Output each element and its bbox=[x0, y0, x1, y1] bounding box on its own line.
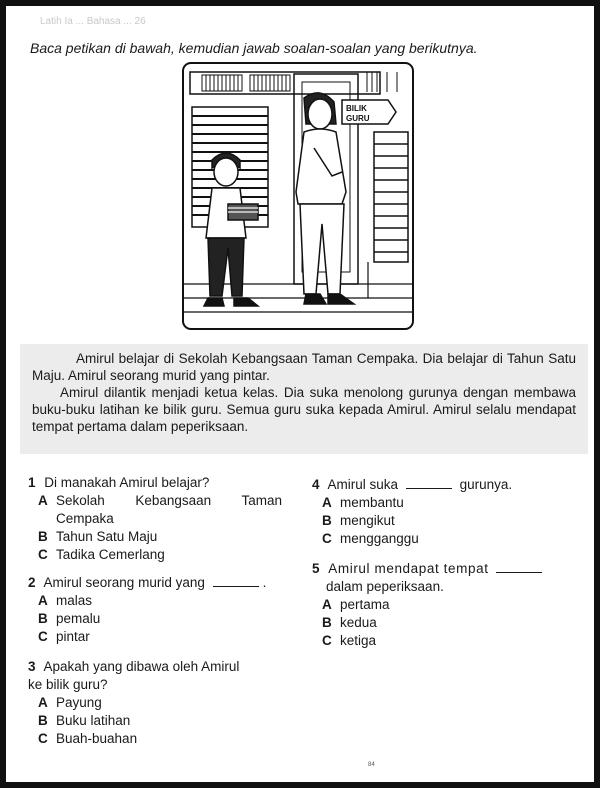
question-number: 5 bbox=[312, 561, 320, 576]
option-text-line2: Cempaka bbox=[56, 511, 114, 526]
option-letter: C bbox=[322, 531, 332, 546]
question-text-end: . bbox=[262, 575, 267, 590]
option-text: mengikut bbox=[340, 513, 395, 528]
passage-paragraph-2: Amirul dilantik menjadi ketua kelas. Dia suka menolong gurunya dengan membawa buku-buku latihan ke bilik guru. Semua guru suka kepada Amirul. Amirul selalu mendapat tempat pertama dalam peperiksaan. bbox=[32, 385, 576, 434]
option-c[interactable] bbox=[312, 632, 588, 650]
option-a[interactable] bbox=[312, 596, 588, 614]
reading-passage bbox=[20, 344, 588, 454]
option-text: pemalu bbox=[56, 611, 101, 626]
option-b[interactable] bbox=[28, 712, 298, 730]
option-text-line1: Sekolah Kebangsaan Taman bbox=[56, 493, 282, 508]
illustration-boy-and-teacher bbox=[182, 62, 414, 330]
option-text: Tadika Cemerlang bbox=[56, 547, 165, 562]
question-text-line1: Amirul mendapat tempat bbox=[328, 561, 489, 576]
faded-header: Latih Ia ... Bahasa ... 26 bbox=[40, 16, 146, 27]
sign-text-guru: GURU bbox=[346, 114, 370, 123]
option-c[interactable] bbox=[28, 546, 298, 564]
option-letter: B bbox=[38, 611, 48, 626]
option-text: Tahun Satu Maju bbox=[56, 529, 158, 544]
option-letter: B bbox=[38, 529, 48, 544]
option-a[interactable] bbox=[28, 694, 298, 712]
question-number: 3 bbox=[28, 659, 36, 674]
sign-text-bilik: BILIK bbox=[346, 104, 367, 113]
option-c[interactable] bbox=[312, 530, 582, 548]
answer-blank[interactable] bbox=[496, 561, 542, 573]
option-letter: A bbox=[322, 597, 332, 612]
passage-paragraph-1: Amirul belajar di Sekolah Kebangsaan Taman Cempaka. Dia belajar di Tahun Satu Maju. Amirul seorang murid yang pintar. bbox=[32, 351, 576, 383]
option-b[interactable] bbox=[28, 610, 298, 628]
option-text: pertama bbox=[340, 597, 390, 612]
question-number: 1 bbox=[28, 475, 36, 490]
instruction-text: Baca petikan di bawah, kemudian jawab soalan-soalan yang berikutnya. bbox=[30, 40, 478, 56]
question-number: 4 bbox=[312, 477, 320, 492]
option-text: mengganggu bbox=[340, 531, 419, 546]
option-letter: B bbox=[322, 615, 332, 630]
option-b[interactable] bbox=[312, 512, 582, 530]
option-text: Payung bbox=[56, 695, 102, 710]
option-text: pintar bbox=[56, 629, 90, 644]
page-number: 84 bbox=[368, 762, 375, 768]
option-letter: A bbox=[38, 695, 48, 710]
option-letter: A bbox=[38, 493, 48, 508]
question-4 bbox=[312, 476, 582, 548]
question-3 bbox=[28, 658, 298, 748]
question-2 bbox=[28, 574, 298, 646]
question-text: Amirul seorang murid yang bbox=[43, 575, 205, 590]
option-b[interactable] bbox=[28, 528, 298, 546]
option-letter: C bbox=[38, 731, 48, 746]
option-letter: A bbox=[38, 593, 48, 608]
option-text: kedua bbox=[340, 615, 377, 630]
option-letter: B bbox=[38, 713, 48, 728]
option-b[interactable] bbox=[312, 614, 588, 632]
option-letter: A bbox=[322, 495, 332, 510]
question-5 bbox=[312, 560, 588, 650]
option-text: Buku latihan bbox=[56, 713, 131, 728]
option-a[interactable] bbox=[312, 494, 582, 512]
question-text-end: gurunya. bbox=[459, 477, 513, 492]
option-text: Buah-buahan bbox=[56, 731, 138, 746]
question-text-line2: ke bilik guru? bbox=[28, 677, 108, 692]
option-text: membantu bbox=[340, 495, 404, 510]
question-number: 2 bbox=[28, 575, 36, 590]
option-c[interactable] bbox=[28, 730, 298, 748]
question-text-line2: dalam peperiksaan. bbox=[326, 579, 444, 594]
option-c[interactable] bbox=[28, 628, 298, 646]
answer-blank[interactable] bbox=[213, 575, 259, 587]
option-letter: C bbox=[322, 633, 332, 648]
question-text: Di manakah Amirul belajar? bbox=[44, 475, 210, 490]
question-text: Amirul suka bbox=[327, 477, 399, 492]
option-a[interactable] bbox=[28, 592, 298, 610]
option-letter: C bbox=[38, 629, 48, 644]
question-1 bbox=[28, 474, 298, 564]
answer-blank[interactable] bbox=[406, 477, 452, 489]
option-a[interactable] bbox=[28, 492, 298, 510]
option-text: ketiga bbox=[340, 633, 377, 648]
option-letter: C bbox=[38, 547, 48, 562]
option-text: malas bbox=[56, 593, 93, 608]
option-letter: B bbox=[322, 513, 332, 528]
question-text-line1: Apakah yang dibawa oleh Amirul bbox=[43, 659, 240, 674]
